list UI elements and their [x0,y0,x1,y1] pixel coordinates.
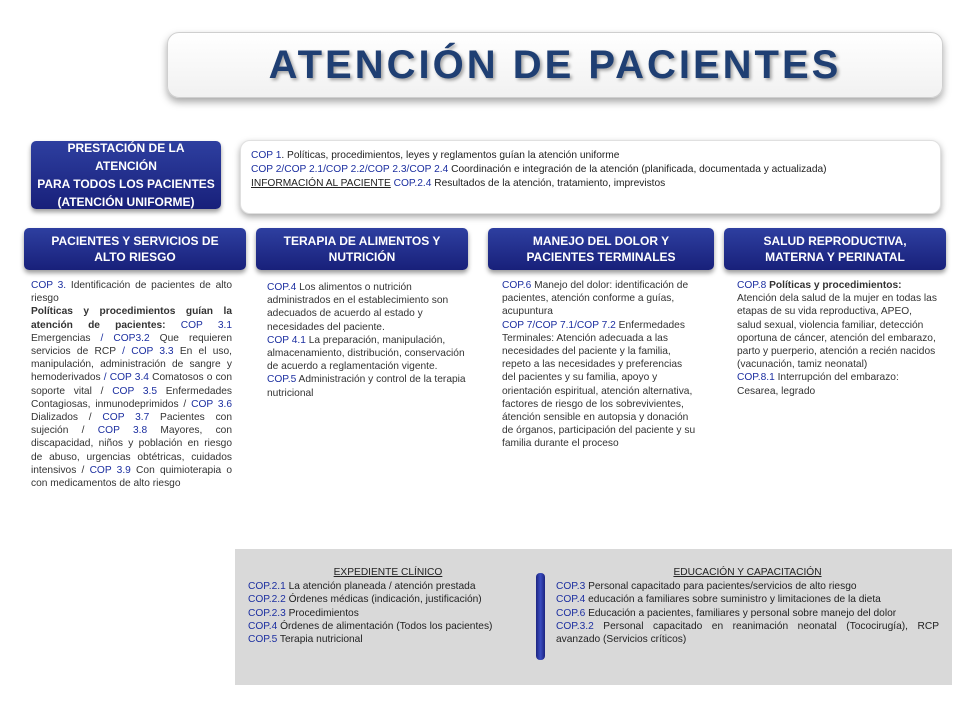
expediente-item: COP.4 Órdenes de alimentación (Todos los pacientes) [248,620,493,632]
category-nutrition: TERAPIA DE ALIMENTOS Y NUTRICIÓN [256,228,468,270]
expediente-item: COP.5 Terapia nutricional [248,634,363,646]
header-detail-line: COP 1. Políticas, procedimientos, leyes y reglamentos guían la atención uniforme [251,150,620,161]
educacion-item: COP.4 educación a familiares sobre suministro y limitaciones de la dieta [556,594,881,606]
header-line: (ATENCIÓN UNIFORME) [57,195,195,209]
page-title: ATENCIÓN DE PACIENTES [268,43,842,87]
col-high-risk-text: COP 3. Identificación de pacientes de alto riesgo Políticas y procedimientos guían la atención de pacientes: COP 3.1 Emergencias / COP3.2 Que requieren servicios de RCP / COP 3.3 En el uso, manipulación, administración de sangre y hemoderivados / COP 3.4 Comatosos o con soporte vital / COP 3.5 Enfermedades Contagiosas, inmunodeprimidos / COP 3.6 Dializados / COP 3.7 Pacientes con sujeción / COP 3.8 Mayores, con discapacidad, niños y población en riesgo de abuso, urgencias obtétricas, cuidados intensivos / COP 3.9 Con quimioterapia o con medicamentos de alto riesgo [31,280,233,490]
educacion-item: COP.3.2 Personal capacitado en reanimación neonatal (Tococirugía), RCP avanzado (Servicios críticos) [556,620,939,646]
educacion-section [556,566,939,646]
header-line: PARA TODOS LOS PACIENTES [37,177,215,191]
expediente-item: COP.2.2 Órdenes médicas (indicación, justificación) [248,594,482,606]
col-reproductive-text: COP.8 Políticas y procedimientos: Atención dela salud de la mujer en todas las etapas de su vida reproductiva, APEO, salud sexual, violencia familiar, detección oportuna de cáncer, atención del embarazo, parto y puerperio, atención a recién nacidos (vacunación, tamiz neonatal) COP.8.1 Interrupción del embarazo: Cesarea, legrado [737,280,937,397]
header-detail-box [240,140,941,214]
header-detail-line: INFORMACIÓN AL PACIENTE COP.2.4 Resultados de la atención, tratamiento, imprevistos [251,178,666,189]
category-pain-terminal: MANEJO DEL DOLOR Y PACIENTES TERMINALES [488,228,714,270]
expediente-item: COP.2.3 Procedimientos [248,607,359,619]
title-banner [167,32,943,98]
educacion-heading: EDUCACIÓN Y CAPACITACIÓN [673,567,822,578]
category-high-risk: PACIENTES Y SERVICIOS DE ALTO RIESGO [24,228,246,270]
bottom-panel [235,549,952,685]
category-reproductive: SALUD REPRODUCTIVA, MATERNA Y PERINATAL [724,228,946,270]
expediente-heading: EXPEDIENTE CLÍNICO [333,567,443,578]
header-detail-line: COP 2/COP 2.1/COP 2.2/COP 2.3/COP 2.4 Coordinación e integración de la atención (planificada, documentada y actualizada) [251,164,827,175]
header-line: PRESTACIÓN DE LA ATENCIÓN [67,141,185,173]
section-divider [536,573,545,660]
expediente-section [248,566,528,646]
expediente-item: COP.2.1 La atención planeada / atención prestada [248,581,476,593]
col-pain-text: COP.6 Manejo del dolor: identificación de pacientes, atención conforme a guías, acupuntura COP 7/COP 7.1/COP 7.2 Enfermedades Terminales: Atención adecuada a las necesidades del paciente y la familia, repeto a las necesidades y preferencias del pacientes y su familia, apoyo y orientación espiritual, atención alternativa, factores de riesgo de los sobrevivientes, átención sensible en autopsia y donación de órganos, participación del paciente y su familia durante el proceso [502,280,696,450]
header-category-box [31,141,221,209]
educacion-item: COP.6 Educación a pacientes, familiares y personal sobre manejo del dolor [556,607,897,619]
col-nutrition-text: COP.4 Los alimentos o nutrición administrados en el establecimiento son adecuados de acuerdo al estado y necesidades del paciente. COP 4.1 La preparación, manipulación, almacenamiento, distribución, conservación de acuerdo a reglamentación vigente. COP.5 Administración y control de la terapia nutricional [267,282,466,399]
educacion-item: COP.3 Personal capacitado para pacientes/servicios de alto riesgo [556,581,857,593]
